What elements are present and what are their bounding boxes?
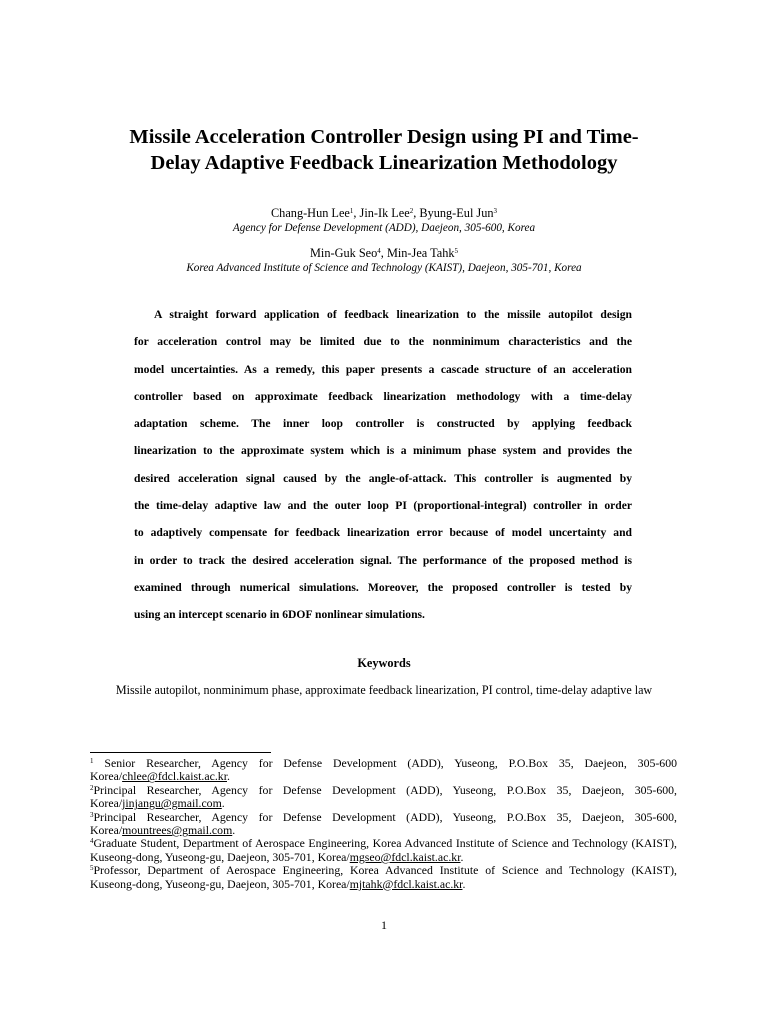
footnote bbox=[90, 864, 677, 891]
footnote-separator bbox=[90, 752, 271, 753]
footnote bbox=[90, 784, 677, 811]
author-name: Min-Jea Tahk bbox=[386, 246, 455, 260]
author-name: Chang-Hun Lee bbox=[270, 206, 350, 220]
email-link[interactable]: chlee@fdcl.kaist.ac.kr bbox=[122, 769, 227, 784]
footnotes bbox=[90, 757, 677, 891]
footnote-end: . bbox=[232, 823, 236, 838]
footnote-text: Principal Researcher, Agency for Defense Development (ADD), Yuseong, P.O.Box 35, Daejeon, 305-600, Korea/ bbox=[90, 809, 677, 838]
footnote-number: 2 bbox=[90, 783, 94, 792]
abstract-line: desired acceleration signal caused by the angle-of-attack. This controller is augmented by bbox=[134, 471, 632, 485]
footnote bbox=[90, 757, 677, 784]
email-link[interactable]: mountrees@gmail.com bbox=[122, 823, 233, 838]
abstract-line: A straight forward application of feedback linearization to the missile autopilot design bbox=[154, 308, 632, 321]
footnote-number: 1 bbox=[90, 757, 94, 765]
abstract bbox=[134, 301, 632, 629]
author-separator: , bbox=[353, 206, 360, 220]
author-separator: , bbox=[380, 246, 387, 260]
affiliation-1: Agency for Defense Development (ADD), Daejeon, 305-600, Korea bbox=[232, 222, 536, 234]
email-link[interactable]: jinjangu@gmail.com bbox=[122, 796, 222, 811]
footnote-end: . bbox=[460, 849, 464, 864]
title-line: Delay Adaptive Feedback Linearization Methodology bbox=[150, 152, 618, 174]
author-footnote-marker: 3 bbox=[493, 207, 498, 215]
abstract-line: controller based on approximate feedback linearization methodology with a time-delay bbox=[134, 389, 632, 403]
abstract-line: in order to track the desired acceleration signal. The performance of the proposed method is bbox=[134, 553, 632, 567]
paper-title bbox=[60, 124, 708, 176]
footnote bbox=[90, 837, 677, 864]
footnote-number: 4 bbox=[90, 837, 94, 846]
footnote-text: Graduate Student, Department of Aerospace Engineering, Korea Advanced Institute of Science and Technology (KAIST), Kuseong-dong, Yuseong-gu, Daejeon, 305-701, Korea/ bbox=[90, 836, 677, 864]
abstract-line: for acceleration control may be limited due to the nonminimum characteristics and the bbox=[134, 335, 632, 349]
footnote-text: Senior Researcher, Agency for Defense Development (ADD), Yuseong, P.O.Box 35, Daejeon, 305-600 Korea/ bbox=[90, 756, 677, 784]
footnote-end: . bbox=[462, 876, 466, 891]
footnote-end: . bbox=[226, 769, 230, 784]
email-link[interactable]: mjtahk@fdcl.kaist.ac.kr bbox=[349, 876, 463, 891]
abstract-line: linearization to the approximate system which is a minimum phase system and provides the bbox=[134, 444, 632, 458]
title-line: Missile Acceleration Controller Design using PI and Time- bbox=[129, 126, 639, 148]
author-name: Byung-Eul Jun bbox=[419, 206, 494, 220]
author-footnote-marker: 5 bbox=[454, 247, 458, 255]
author-list-1 bbox=[60, 206, 708, 221]
author-footnote-marker: 4 bbox=[377, 247, 381, 255]
page-number: 1 bbox=[381, 918, 387, 932]
author-name: Min-Guk Seo bbox=[309, 246, 378, 260]
author-separator: , bbox=[413, 206, 420, 220]
author-list-2 bbox=[60, 246, 708, 261]
keywords-heading: Keywords bbox=[357, 656, 411, 670]
footnote-text: Professor, Department of Aerospace Engineering, Korea Advanced Institute of Science and Technology (KAIST), Kuseong-dong, Yuseong-gu, Daejeon, 305-701, Korea/ bbox=[90, 863, 677, 891]
footnote bbox=[90, 811, 677, 838]
abstract-line: to adaptively compensate for feedback linearization error because of model uncertainty and bbox=[134, 526, 632, 540]
abstract-line: using an intercept scenario in 6DOF nonlinear simulations. bbox=[134, 608, 425, 622]
author-footnote-marker: 1 bbox=[349, 207, 354, 215]
footnote-number: 5 bbox=[90, 864, 94, 873]
footnote-end: . bbox=[221, 796, 225, 811]
email-link[interactable]: mgseo@fdcl.kaist.ac.kr bbox=[349, 849, 461, 864]
abstract-line: adaptation scheme. The inner loop controller is constructed by applying feedback bbox=[134, 417, 632, 431]
abstract-line: examined through numerical simulations. Moreover, the proposed controller is tested by bbox=[134, 580, 632, 594]
footnote-number: 3 bbox=[90, 810, 94, 819]
abstract-line: model uncertainties. As a remedy, this paper presents a cascade structure of an acceleration bbox=[134, 362, 632, 376]
author-footnote-marker: 2 bbox=[409, 207, 414, 215]
footnote-text: Principal Researcher, Agency for Defense Development (ADD), Yuseong, P.O.Box 35, Daejeon, 305-600, Korea/ bbox=[90, 782, 677, 811]
affiliation-2: Korea Advanced Institute of Science and Technology (KAIST), Daejeon, 305-701, Korea bbox=[186, 262, 582, 274]
author-name: Jin-Ik Lee bbox=[359, 206, 410, 220]
abstract-line: the time-delay adaptive law and the outer loop PI (proportional-integral) controller in order bbox=[134, 499, 632, 513]
keywords-list: Missile autopilot, nonminimum phase, approximate feedback linearization, PI control, time-delay adaptive law bbox=[115, 683, 653, 697]
